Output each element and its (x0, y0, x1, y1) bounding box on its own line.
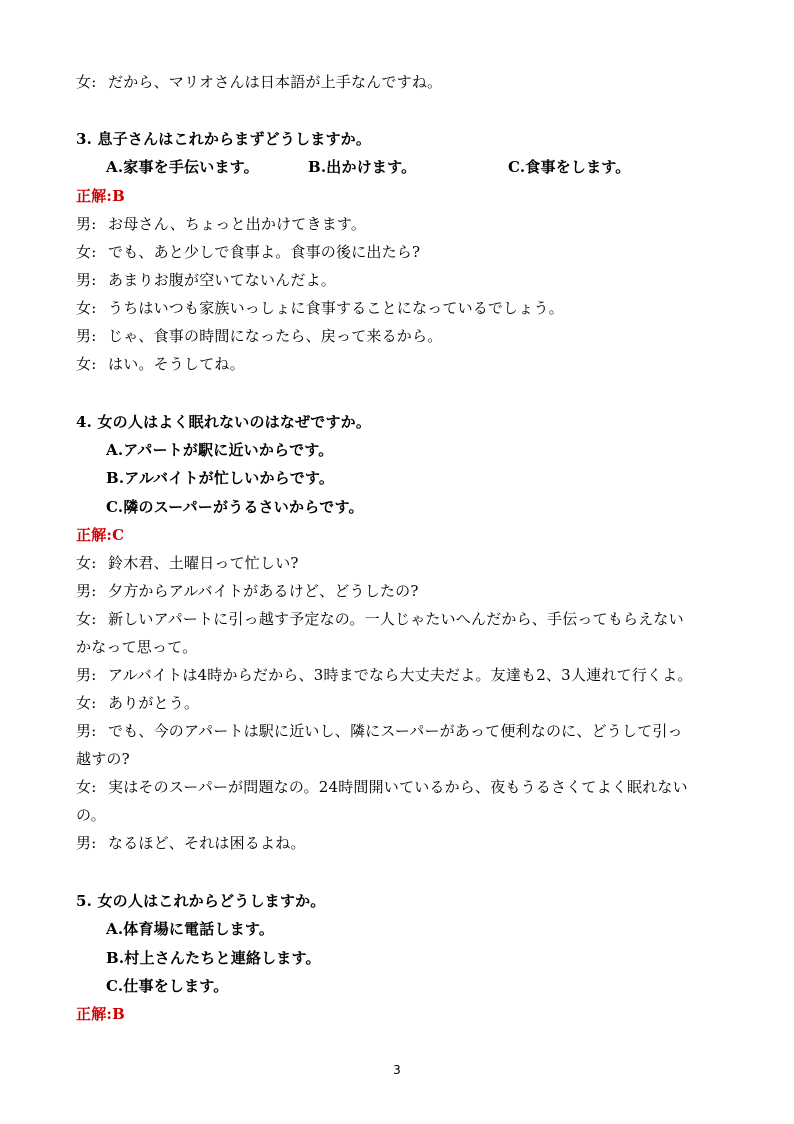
dialogue-line (76, 214, 366, 234)
dialogue-text: 新しいアパートに引っ越す予定なの。一人じゃたいへんだから、手伝ってもらえない (108, 610, 684, 628)
q3-answer: 正解:B (76, 187, 126, 205)
dialogue-line (76, 72, 442, 92)
speaker-label: 女: (76, 610, 97, 628)
dialogue-text: かなって思って。 (76, 638, 198, 656)
q5-option-c: C.仕事をします。 (106, 977, 229, 995)
question-4: 4. 女の人はよく眠れないのはなぜですか。 (76, 413, 372, 431)
dialogue-text: じゃ、食事の時間になったら、戻って来るから。 (108, 327, 443, 345)
dialogue-text: お母さん、ちょっと出かけてきます。 (108, 215, 367, 233)
dialogue-line (76, 298, 564, 318)
page-number: 3 (393, 1063, 401, 1077)
question-3: 3. 息子さんはこれからまずどうしますか。 (76, 130, 372, 148)
dialogue-line (76, 805, 106, 825)
dialogue-line (76, 721, 683, 741)
dialogue-line (76, 609, 684, 629)
q5-answer: 正解:B (76, 1005, 126, 1023)
dialogue-line (76, 354, 245, 374)
dialogue-text: はい。そうしてね。 (108, 355, 245, 373)
speaker-label: 男: (76, 722, 97, 740)
speaker-label: 女: (76, 694, 97, 712)
dialogue-text: ありがとう。 (108, 694, 200, 712)
q4-option-b: B.アルバイトが忙しいからです。 (106, 469, 335, 487)
speaker-label: 男: (76, 215, 97, 233)
dialogue-line (76, 833, 306, 853)
dialogue-line (76, 637, 197, 657)
dialogue-line (76, 665, 693, 685)
dialogue-line (76, 581, 419, 601)
speaker-label: 女: (76, 243, 97, 261)
dialogue-text: 実はそのスーパーが問題なの。24時間開いているから、夜もうるさくてよく眠れない (108, 778, 688, 796)
dialogue-text: あまりお腹が空いてないんだよ。 (108, 271, 337, 289)
dialogue-text: でも、あと少しで食事よ。食事の後に出たら? (108, 243, 421, 261)
dialogue-text: なるほど、それは困るよね。 (108, 834, 306, 852)
speaker-label: 男: (76, 582, 97, 600)
speaker-label: 男: (76, 666, 97, 684)
q3-option-c: C.食事をします。 (508, 158, 631, 176)
dialogue-text: だから、マリオさんは日本語が上手なんですね。 (108, 73, 443, 91)
dialogue-line (76, 749, 130, 769)
speaker-label: 男: (76, 834, 97, 852)
q3-option-b: B.出かけます。 (308, 158, 417, 176)
speaker-label: 女: (76, 554, 97, 572)
speaker-label: 男: (76, 327, 97, 345)
dialogue-text: 越すの? (76, 750, 130, 768)
q4-option-c: C.隣のスーパーがうるさいからです。 (106, 498, 364, 516)
dialogue-text: の。 (76, 806, 106, 824)
dialogue-line (76, 242, 420, 262)
q4-option-a: A.アパートが駅に近いからです。 (106, 441, 334, 459)
speaker-label: 女: (76, 299, 97, 317)
q4-answer: 正解:C (76, 526, 125, 544)
speaker-label: 女: (76, 778, 97, 796)
dialogue-text: 鈴木君、土曜日って忙しい? (108, 554, 299, 572)
q3-option-a: A.家事を手伝います。 (106, 158, 259, 176)
dialogue-text: うちはいつも家族いっしょに食事することになっているでしょう。 (108, 299, 564, 317)
speaker-label: 女: (76, 355, 97, 373)
dialogue-line (76, 326, 442, 346)
dialogue-line (76, 777, 688, 797)
question-5: 5. 女の人はこれからどうしますか。 (76, 892, 326, 910)
dialogue-text: アルバイトは4時からだから、3時までなら大丈夫だよ。友達も2、3人連れて行くよ。 (108, 666, 693, 684)
speaker-label: 女: (76, 73, 97, 91)
dialogue-line (76, 270, 336, 290)
q5-option-b: B.村上さんたちと連絡します。 (106, 949, 321, 967)
q5-option-a: A.体育場に電話します。 (106, 920, 275, 938)
dialogue-text: 夕方からアルバイトがあるけど、どうしたの? (108, 582, 419, 600)
dialogue-text: でも、今のアパートは駅に近いし、隣にスーパーがあって便利なのに、どうして引っ (108, 722, 683, 740)
speaker-label: 男: (76, 271, 97, 289)
dialogue-line (76, 553, 299, 573)
dialogue-line (76, 693, 199, 713)
